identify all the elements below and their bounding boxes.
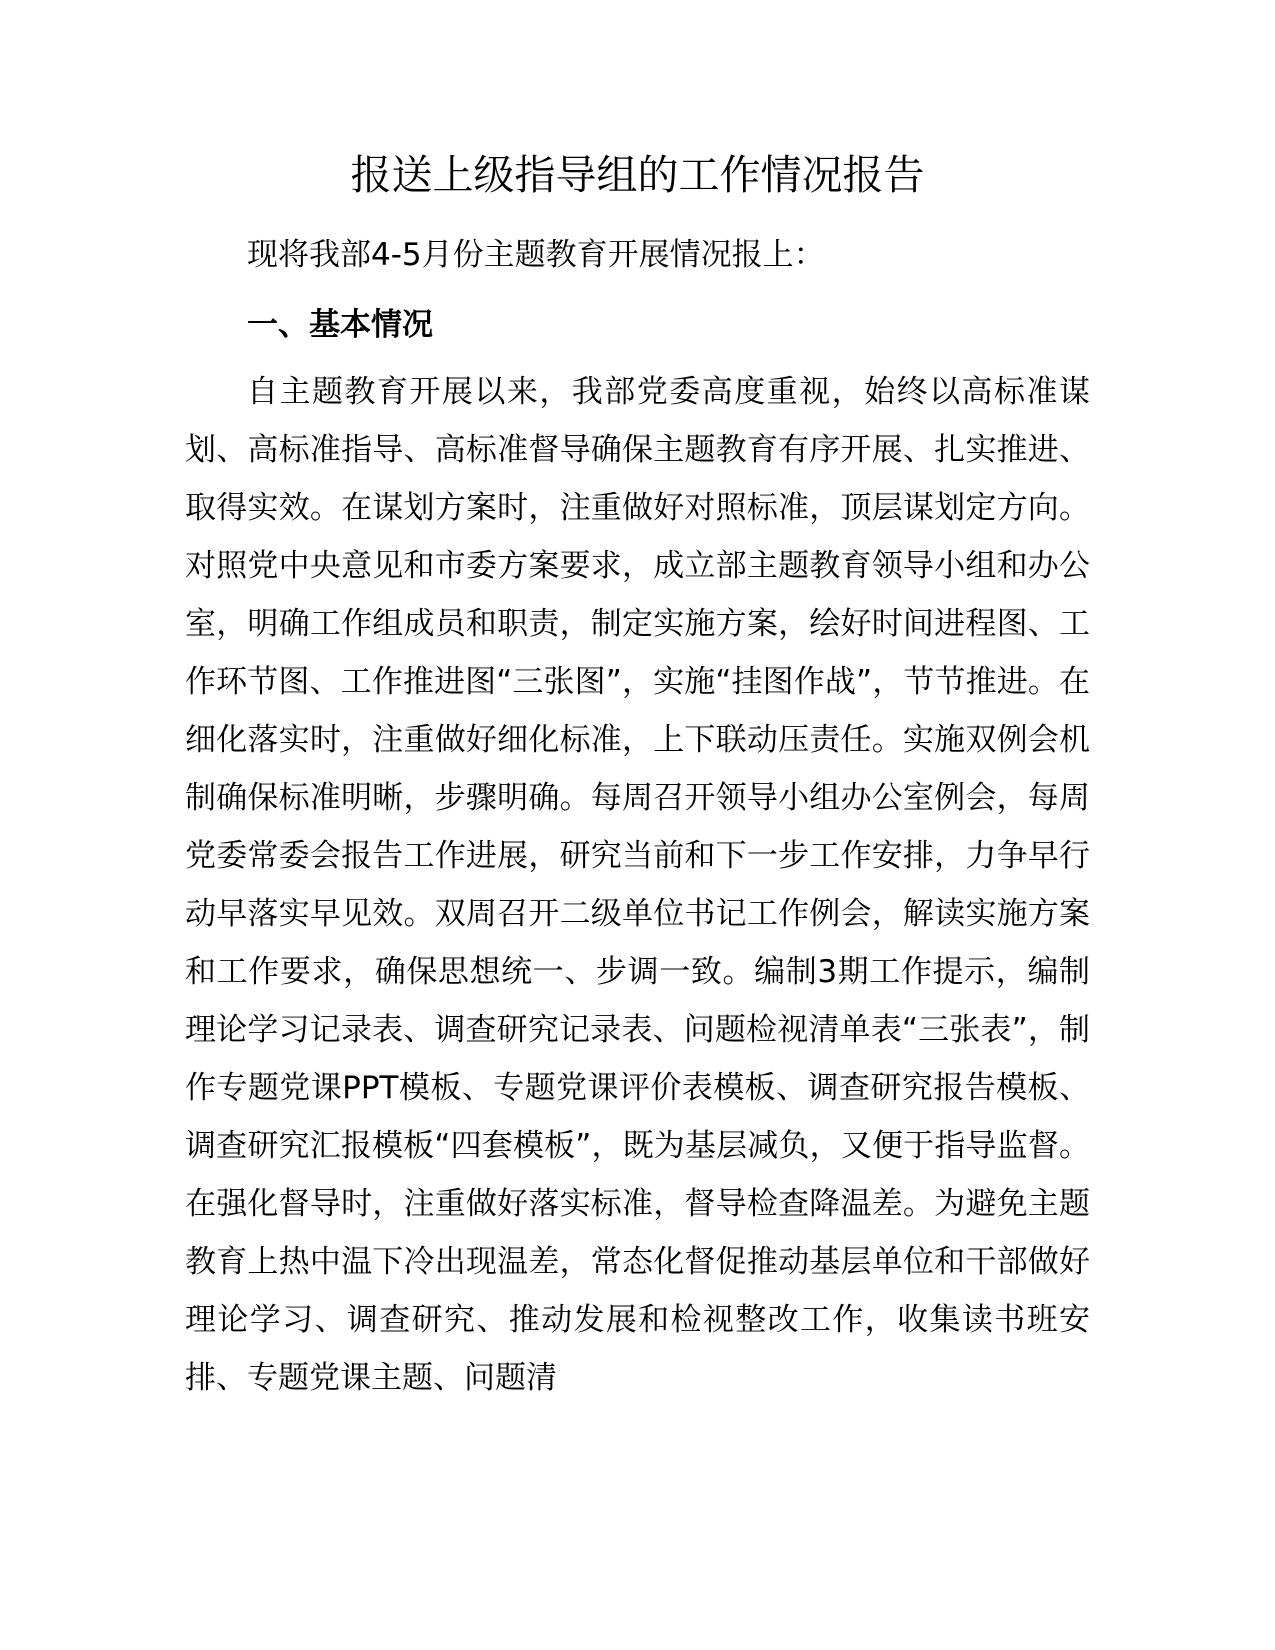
intro-paragraph: 现将我部4-5月份主题教育开展情况报上： [247,237,825,273]
body-paragraph: 自主题教育开展以来，我部党委高度重视，始终以高标准谋划、高标准指导、高标准督导确保主题教育有序开展、扎实推进、取得实效。在谋划方案时，注重做好对照标准，顶层谋划定方向。对照党中央意见和市委方案要求，成立部主题教育领导小组和办公室，明确工作组成员和职责，制定实施方案，绘好时间进程图、工作环节图、工作推进图“三张图”，实施“挂图作战”，节节推进。在细化落实时，注重做好细化标准，上下联动压责任。实施双例会机制确保标准明晰，步骤明确。每周召开领导小组办公室例会，每周党委常委会报告工作进展，研究当前和下一步工作安排，力争早行动早落实早见效。双周召开二级单位书记工作例会，解读实施方案和工作要求，确保思想统一、步调一致。编制3期工作提示，编制理论学习记录表、调查研究记录表、问题检视清单表“三张表”，制作专题党课PPT模板、专题党课评价表模板、调查研究报告模板、调查研究汇报模板“四套模板”，既为基层减负，又便于指导监督。在强化督导时，注重做好落实标准，督导检查降温差。为避免主题教育上热中温下冷出现温差，常态化督促推动基层单位和干部做好理论学习、调查研究、推动发展和检视整改工作，收集读书班安排、专题党课主题、问题清 [185,374,1090,1396]
section-heading: 一、基本情况 [247,307,433,343]
document-title: 报送上级指导组的工作情况报告 [350,151,925,199]
